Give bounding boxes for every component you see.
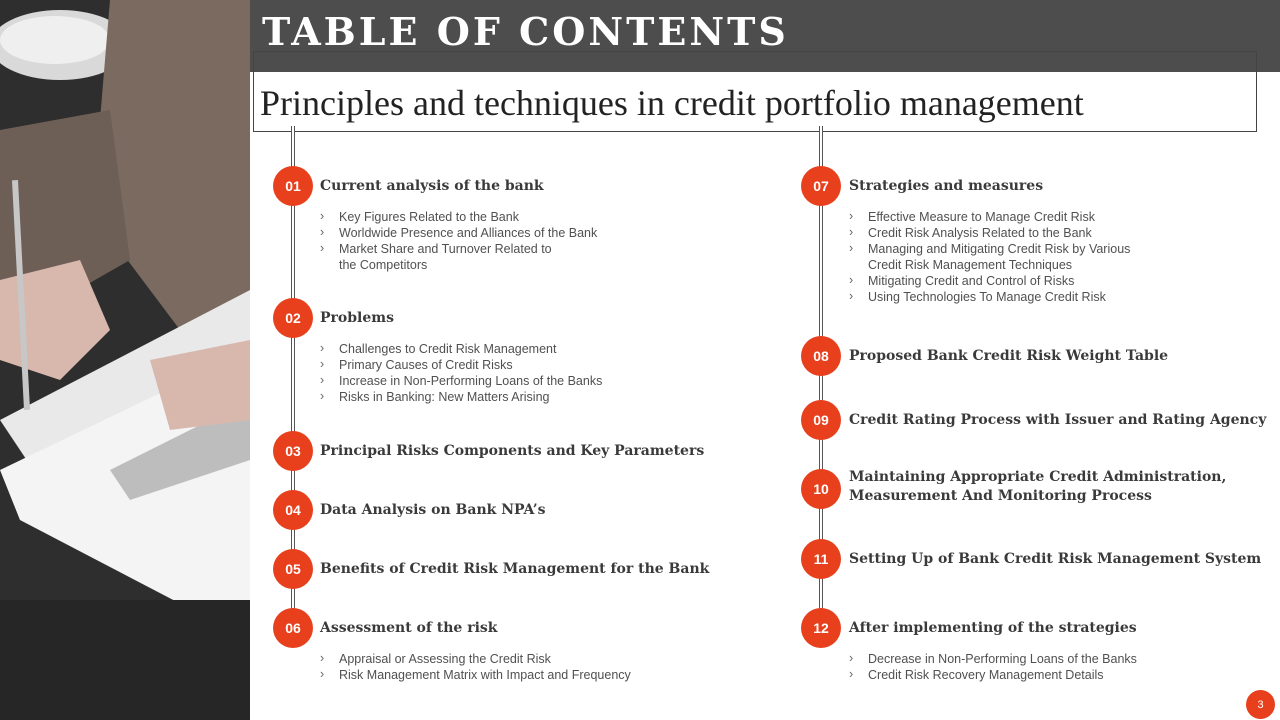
- list-item: › Primary Causes of Credit Risks: [320, 357, 602, 373]
- list-item: › Increase in Non-Performing Loans of the Banks: [320, 373, 602, 389]
- item-number-badge: 05: [273, 549, 313, 589]
- item-number-badge: 03: [273, 431, 313, 471]
- item-number-badge: 10: [801, 469, 841, 509]
- list-item: › Credit Risk Analysis Related to the Bank: [849, 225, 1130, 241]
- section-heading: Benefits of Credit Risk Management for the Bank: [320, 561, 710, 577]
- bullet-list: [320, 209, 597, 273]
- list-item-continuation: the Competitors: [339, 258, 428, 272]
- list-item: › Effective Measure to Manage Credit Risk: [849, 209, 1130, 225]
- bullet-list: [849, 651, 1137, 683]
- list-item: › Key Figures Related to the Bank: [320, 209, 597, 225]
- section-heading: Current analysis of the bank: [320, 178, 544, 194]
- list-item: › Appraisal or Assessing the Credit Risk: [320, 651, 631, 667]
- item-number-badge: 12: [801, 608, 841, 648]
- section-heading: Problems: [320, 310, 394, 326]
- list-item: › Risks in Banking: New Matters Arising: [320, 389, 602, 405]
- list-item: › Challenges to Credit Risk Management: [320, 341, 602, 357]
- section-heading: Proposed Bank Credit Risk Weight Table: [849, 348, 1169, 364]
- section-heading: Setting Up of Bank Credit Risk Management System: [849, 551, 1262, 567]
- list-item: › Credit Risk Recovery Management Details: [849, 667, 1137, 683]
- section-heading-line2: Measurement And Monitoring Process: [849, 488, 1152, 504]
- list-item: › Risk Management Matrix with Impact and Frequency: [320, 667, 631, 683]
- page-subtitle: Principles and techniques in credit portfolio management: [260, 83, 1084, 123]
- bullet-list: [320, 651, 631, 683]
- item-number-badge: 01: [273, 166, 313, 206]
- page-title: TABLE OF CONTENTS: [262, 9, 789, 54]
- section-heading: Assessment of the risk: [320, 620, 498, 636]
- item-number-badge: 07: [801, 166, 841, 206]
- list-item: › Using Technologies To Manage Credit Risk: [849, 289, 1130, 305]
- item-number-badge: 08: [801, 336, 841, 376]
- bullet-list: [849, 209, 1130, 305]
- item-number-badge: 04: [273, 490, 313, 530]
- page-number-badge: 3: [1246, 690, 1275, 719]
- list-item: › Mitigating Credit and Control of Risks: [849, 273, 1130, 289]
- list-item: › Market Share and Turnover Related to: [320, 241, 597, 257]
- item-number-badge: 11: [801, 539, 841, 579]
- bullet-list: [320, 341, 602, 405]
- section-heading: Principal Risks Components and Key Parameters: [320, 443, 705, 459]
- section-heading: Maintaining Appropriate Credit Administration,: [849, 469, 1227, 485]
- list-item-continuation: Credit Risk Management Techniques: [868, 258, 1073, 272]
- list-item: › Managing and Mitigating Credit Risk by Various: [849, 241, 1130, 257]
- section-heading: After implementing of the strategies: [849, 620, 1137, 636]
- item-number-badge: 06: [273, 608, 313, 648]
- section-heading: Credit Rating Process with Issuer and Rating Agency: [849, 412, 1267, 428]
- hands-writing-photo: [0, 0, 250, 720]
- item-number-badge: 02: [273, 298, 313, 338]
- list-item: › Worldwide Presence and Alliances of the Bank: [320, 225, 597, 241]
- list-item: › Decrease in Non-Performing Loans of the Banks: [849, 651, 1137, 667]
- section-heading: Data Analysis on Bank NPA’s: [320, 502, 546, 518]
- section-heading: Strategies and measures: [849, 178, 1044, 194]
- item-number-badge: 09: [801, 400, 841, 440]
